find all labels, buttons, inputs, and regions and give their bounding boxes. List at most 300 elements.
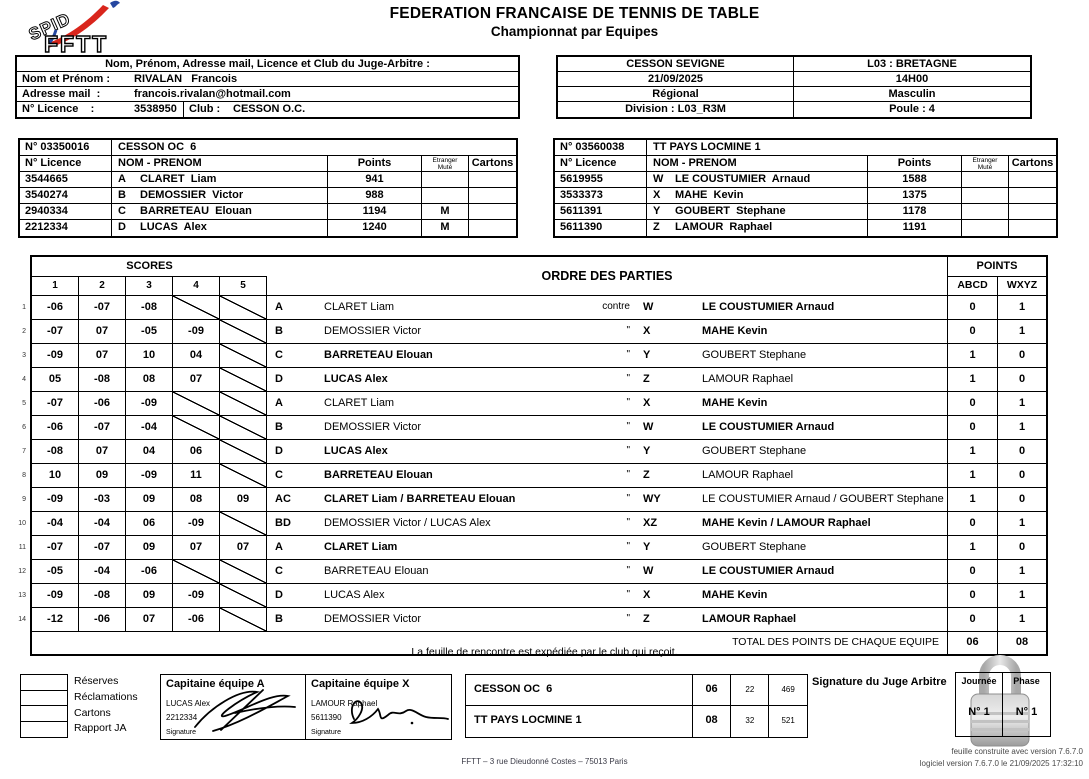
team-caption-row (555, 140, 1056, 156)
fftt-logo-text: FFTT (44, 31, 109, 54)
match-row-number: 8 (22, 472, 26, 479)
score-cell-unused (173, 392, 220, 415)
score-cell-unused (220, 416, 267, 439)
away-player-name: LE COUSTUMIER Arnaud (702, 301, 835, 313)
match-row-number: 1 (22, 304, 26, 311)
player-licence: 3533373 (555, 188, 647, 203)
players-cell (267, 296, 948, 319)
score-cell: 07 (79, 320, 126, 343)
etranger-line: Etranger (972, 157, 998, 164)
match-row (22, 463, 1046, 487)
judge-signature-label: Signature du Juge Arbitre (812, 676, 947, 688)
away-player-letter: W (643, 565, 654, 577)
checkbox-cell (21, 706, 67, 722)
score-cell: 09 (220, 488, 267, 511)
match-info-cell: CESSON SEVIGNE (558, 57, 794, 71)
match-row-number: 14 (18, 616, 26, 623)
result-team-name: CESSON OC 6 (466, 675, 693, 705)
versus-mark: " (626, 493, 630, 504)
score-cell: 07 (79, 440, 126, 463)
match-row (22, 295, 1046, 319)
home-player-name: DEMOSSIER Victor / LUCAS Alex (324, 517, 491, 529)
match-row (22, 487, 1046, 511)
points-wxyz-cell: 1 (1018, 421, 1026, 433)
player-licence: 3540274 (20, 188, 112, 203)
judge-name-label: Nom et Prénom : (22, 73, 111, 85)
match-info-cell: 14H00 (895, 73, 929, 85)
score-cell-unused (220, 560, 267, 583)
points-abcd-cell: 1 (948, 536, 998, 559)
home-player-name: CLARET Liam (324, 397, 395, 409)
home-player-name: DEMOSSIER Victor (324, 421, 421, 433)
home-player-letter: A (275, 397, 283, 409)
result-points: 06 (693, 675, 732, 705)
result-team-name: TT PAYS LOCMINE 1 (466, 706, 693, 737)
away-player-name: GOUBERT Stephane (702, 349, 807, 361)
score-cell-unused (173, 560, 220, 583)
score-cell: 09 (126, 536, 173, 559)
player-etranger-mute (422, 188, 469, 203)
score-cell: -06 (32, 296, 79, 319)
points-wxyz-cell: 0 (1018, 445, 1026, 457)
points-abcd-cell: 0 (948, 416, 998, 439)
away-player-letter: Z (643, 613, 650, 625)
score-cell: 11 (173, 464, 220, 487)
score-cell: -07 (79, 416, 126, 439)
versus-mark: " (626, 589, 630, 600)
result-detail: 521 (781, 716, 795, 725)
away-player-name: GOUBERT Stephane (702, 445, 807, 457)
score-cell: -09 (126, 464, 173, 487)
set-number-header: 2 (79, 277, 126, 295)
points-abcd-cell: 0 (948, 296, 998, 319)
points-wxyz-cell: 0 (1018, 469, 1026, 481)
player-cartons (469, 204, 516, 219)
judge-name-value: RIVALAN Francois (134, 73, 238, 85)
match-row-number: 13 (18, 592, 26, 599)
mute-line: Muté (977, 164, 993, 171)
player-etranger-mute (962, 188, 1009, 203)
col-header-points: Points (328, 156, 422, 171)
away-player-name: LAMOUR Raphael (702, 613, 797, 625)
total-label: TOTAL DES POINTS DE CHAQUE EQUIPE (32, 632, 948, 654)
player-cartons (1009, 172, 1056, 187)
fftt-spid-logo (10, 0, 138, 54)
phase-header: Phase (1013, 676, 1040, 686)
score-cell-unused (220, 608, 267, 631)
judge-name-row (17, 72, 518, 87)
points-abcd-cell: 0 (948, 392, 998, 415)
away-player-name: MAHE Kevin (702, 589, 768, 601)
col-header-etranger-mute (962, 156, 1009, 171)
journee-phase-header (956, 673, 1050, 691)
home-player-name: CLARET Liam (324, 301, 395, 313)
away-team-name: TT PAYS LOCMINE 1 (653, 141, 761, 153)
home-player-name: CLARET Liam / BARRETEAU Elouan (324, 493, 516, 505)
players-cell (267, 392, 948, 415)
versus-mark: " (626, 517, 630, 528)
points-wxyz-cell: 1 (1018, 565, 1026, 577)
home-player-name: LUCAS Alex (324, 373, 388, 385)
score-cell: -09 (173, 512, 220, 535)
player-name: MAHE Kevin (675, 189, 744, 201)
checkbox-cell (21, 691, 67, 707)
score-cell: -09 (32, 584, 79, 607)
away-player-letter: Y (643, 349, 651, 361)
home-player-letter: C (275, 469, 283, 481)
home-player-letter: A (275, 301, 283, 313)
team-table-home (18, 138, 518, 238)
match-row-number: 6 (22, 424, 26, 431)
score-cell: 08 (126, 368, 173, 391)
score-cell-unused (220, 320, 267, 343)
versus-mark: " (626, 613, 630, 624)
player-points: 1194 (328, 204, 422, 219)
away-player-name: GOUBERT Stephane (702, 541, 807, 553)
score-cell: -05 (126, 320, 173, 343)
captains-block (160, 674, 452, 740)
mute-line: Muté (437, 164, 453, 171)
total-wxyz: 08 (1015, 636, 1029, 648)
player-licence: 3544665 (20, 172, 112, 187)
col-header-points: Points (868, 156, 962, 171)
players-cell (267, 536, 948, 559)
player-points: 1178 (868, 204, 962, 219)
score-cell: -06 (79, 608, 126, 631)
col-header-cartons: Cartons (471, 157, 514, 169)
score-cell: -07 (32, 536, 79, 559)
points-abcd-cell: 0 (948, 320, 998, 343)
result-row (466, 706, 807, 737)
match-row-number: 2 (22, 328, 26, 335)
score-cell-unused (173, 416, 220, 439)
col-header-etranger-mute (422, 156, 469, 171)
result-detail: 22 (731, 675, 769, 705)
score-cell: 07 (173, 368, 220, 391)
set-number-header: 5 (220, 277, 267, 295)
captain-x-name: LAMOUR Raphael (311, 699, 378, 708)
judge-mail-label: Adresse mail : (22, 88, 101, 100)
player-cartons (1009, 220, 1056, 236)
results-summary-table (465, 674, 808, 738)
points-abcd-cell: 0 (948, 560, 998, 583)
match-row (22, 343, 1046, 367)
player-name-cell (112, 204, 328, 219)
result-row (466, 675, 807, 706)
match-row (18, 607, 1046, 631)
home-player-name: BARRETEAU Elouan (324, 565, 429, 577)
players-cell (267, 464, 948, 487)
journee-header: Journée (956, 673, 1003, 691)
versus-mark: " (626, 325, 630, 336)
player-name: CLARET Liam (140, 173, 217, 185)
captain-a-title: Capitaine équipe A (166, 678, 265, 690)
set-number-header: 4 (173, 277, 220, 295)
player-etranger-mute: M (422, 220, 469, 236)
player-etranger-mute (962, 220, 1009, 236)
score-cell: 07 (126, 608, 173, 631)
score-cell: -06 (173, 608, 220, 631)
match-info-cell: Régional (558, 87, 794, 101)
away-player-name: MAHE Kevin (702, 325, 768, 337)
score-cell: -07 (79, 536, 126, 559)
players-cell (267, 608, 948, 631)
score-cell: 09 (126, 584, 173, 607)
match-info-cell: Poule : 4 (889, 103, 935, 115)
home-player-letter: D (275, 445, 283, 457)
match-row-number: 10 (18, 520, 26, 527)
score-cell-unused (220, 464, 267, 487)
away-team-number: N° 03560038 (555, 140, 647, 155)
spid-logo-text: SPID (25, 9, 74, 45)
home-player-letter: C (275, 349, 283, 361)
judge-club-cell (184, 102, 518, 117)
captain-x-title: Capitaine équipe X (311, 678, 410, 690)
player-name-cell (647, 172, 868, 187)
home-team-number: N° 03350016 (20, 140, 112, 155)
scores-header-label: SCORES (32, 257, 267, 277)
scores-header-block (32, 257, 267, 295)
away-player-letter: XZ (643, 517, 658, 529)
judge-licence-label: N° Licence : (22, 103, 95, 115)
away-player-name: LAMOUR Raphael (702, 469, 794, 481)
captain-a-licence: 2212334 (166, 713, 198, 722)
player-etranger-mute (962, 204, 1009, 219)
home-player-name: BARRETEAU Elouan (324, 469, 433, 481)
score-cell: -07 (79, 296, 126, 319)
match-info-row (558, 57, 1030, 72)
team-player-row (555, 172, 1056, 188)
team-caption-row (20, 140, 516, 156)
software-version-line: logiciel version 7.6.7.0 le 21/09/2025 17:32:10 (919, 759, 1083, 768)
score-cell: 09 (126, 488, 173, 511)
match-row-number: 3 (22, 352, 26, 359)
score-cell: -08 (79, 584, 126, 607)
build-version-line: feuille construite avec version 7.6.7.0 (951, 747, 1083, 756)
dispatch-notice: La feuille de rencontre est expédiée par le club qui reçoit. (411, 646, 678, 658)
player-cartons (469, 172, 516, 187)
match-row (22, 415, 1046, 439)
score-cell-unused (220, 296, 267, 319)
versus-mark: " (626, 421, 630, 432)
score-cell: 05 (32, 368, 79, 391)
player-licence: 5611391 (555, 204, 647, 219)
set-number-header: 3 (126, 277, 173, 295)
home-player-name: LUCAS Alex (324, 445, 388, 457)
away-player-letter: Y (643, 445, 651, 457)
col-header-nom-prenom: NOM - PRENOM (112, 156, 328, 171)
versus-mark: contre (602, 301, 630, 312)
page-title: FEDERATION FRANCAISE DE TENNIS DE TABLE (389, 5, 760, 22)
player-points: 1375 (868, 188, 962, 203)
player-name-cell (112, 188, 328, 203)
checkbox-labels (74, 674, 138, 737)
team-table-away (553, 138, 1058, 238)
score-cell: -08 (126, 296, 173, 319)
player-name: LUCAS Alex (140, 221, 207, 233)
checkbox-label: Réserves (74, 675, 119, 687)
score-cell: 10 (126, 344, 173, 367)
players-cell (267, 560, 948, 583)
away-player-letter: X (643, 397, 651, 409)
home-player-letter: D (275, 373, 283, 385)
score-cell: 06 (173, 440, 220, 463)
page-subtitle: Championnat par Equipes (490, 24, 659, 39)
points-wxyz-cell: 1 (1018, 589, 1026, 601)
judge-club-value: CESSON O.C. (233, 103, 306, 115)
score-cell: -04 (79, 560, 126, 583)
score-cell: -09 (126, 392, 173, 415)
score-cell: 04 (126, 440, 173, 463)
score-cell: -07 (32, 320, 79, 343)
players-cell (267, 416, 948, 439)
away-player-name: LE COUSTUMIER Arnaud (702, 421, 835, 433)
player-name: BARRETEAU Elouan (140, 205, 252, 217)
score-cell-unused (173, 296, 220, 319)
home-player-name: DEMOSSIER Victor (324, 613, 421, 625)
team-header-row (555, 156, 1056, 172)
score-cell: -06 (32, 416, 79, 439)
home-player-letter: B (275, 421, 283, 433)
journee-phase-values (956, 691, 1050, 736)
versus-mark: " (626, 373, 630, 384)
match-row-number: 11 (18, 544, 26, 551)
captain-x-signature-label: Signature (311, 729, 341, 736)
score-cell-unused (220, 344, 267, 367)
player-etranger-mute (422, 172, 469, 187)
match-row-number: 9 (22, 496, 26, 503)
player-points: 1588 (868, 172, 962, 187)
team-player-row (20, 188, 516, 204)
score-cell: -09 (32, 488, 79, 511)
score-cell-unused (220, 368, 267, 391)
home-player-letter: C (275, 565, 283, 577)
fftt-address-footer: FFTT – 3 rue Dieudonné Costes – 75013 Paris (461, 757, 628, 766)
checkbox-label: Réclamations (74, 690, 138, 703)
match-row-number: 7 (22, 448, 26, 455)
judge-licence-value: 3538950 (134, 103, 177, 115)
checkbox-label: Rapport JA (74, 722, 127, 735)
versus-mark: " (626, 445, 630, 456)
judge-arbitre-table (15, 55, 520, 119)
player-letter: W (653, 173, 664, 185)
player-licence: 5611390 (555, 220, 647, 236)
team-player-row (20, 172, 516, 188)
grid-header (32, 257, 1046, 295)
checkbox-cell (21, 675, 67, 691)
captain-x-signature (346, 693, 450, 729)
home-player-letter: BD (275, 517, 291, 529)
score-cell-unused (220, 584, 267, 607)
team-player-row (20, 204, 516, 220)
captain-x-licence: 5611390 (311, 713, 342, 722)
points-wxyz-cell: 1 (1018, 517, 1026, 529)
team-header-row (20, 156, 516, 172)
player-points: 1191 (868, 220, 962, 236)
player-cartons (1009, 188, 1056, 203)
team-player-row (555, 188, 1056, 204)
score-cell: 07 (79, 344, 126, 367)
match-row (22, 391, 1046, 415)
score-cell: -09 (173, 584, 220, 607)
score-cell: -09 (173, 320, 220, 343)
score-cell: -04 (32, 512, 79, 535)
points-wxyz-cell: 1 (1018, 325, 1026, 337)
home-player-letter: B (275, 613, 283, 625)
score-cell: 07 (173, 536, 220, 559)
set-number-header: 1 (32, 277, 79, 295)
player-licence: 2212334 (20, 220, 112, 236)
match-row (18, 535, 1046, 559)
home-team-name: CESSON OC 6 (118, 141, 197, 153)
match-info-cell: Division : L03_R3M (558, 102, 794, 117)
match-info-row (558, 102, 1030, 117)
match-info-table (556, 55, 1032, 119)
versus-mark: " (626, 565, 630, 576)
player-cartons (469, 220, 516, 236)
away-player-letter: Y (643, 541, 651, 553)
away-player-letter: X (643, 325, 651, 337)
player-licence: 5619955 (555, 172, 647, 187)
col-header-licence: N° Licence (20, 156, 112, 171)
away-player-name: MAHE Kevin / LAMOUR Raphael (702, 517, 871, 529)
player-name-cell (647, 204, 868, 219)
score-cell-unused (220, 512, 267, 535)
player-name: DEMOSSIER Victor (140, 189, 244, 201)
points-abcd-cell: 1 (948, 368, 998, 391)
away-player-name: LAMOUR Raphael (702, 373, 794, 385)
judge-licence-cell (17, 102, 184, 117)
points-abcd-cell: 0 (948, 584, 998, 607)
player-cartons (1009, 204, 1056, 219)
versus-mark: " (626, 397, 630, 408)
players-cell (267, 584, 948, 607)
players-cell (267, 512, 948, 535)
result-detail: 469 (781, 685, 795, 694)
points-wxyz-cell: 1 (1018, 301, 1026, 313)
abcd-header: ABCD (948, 277, 998, 295)
match-row-number: 4 (22, 376, 26, 383)
match-row (18, 583, 1046, 607)
team-player-row (555, 220, 1056, 236)
col-header-licence: N° Licence (555, 156, 647, 171)
home-player-name: DEMOSSIER Victor (324, 325, 421, 337)
player-letter: D (118, 221, 126, 233)
captain-a-signature-label: Signature (166, 729, 196, 736)
judge-caption: Nom, Prénom, Adresse mail, Licence et Club du Juge-Arbitre : (17, 57, 518, 72)
player-letter: B (118, 189, 126, 201)
ordre-des-parties-header: ORDRE DES PARTIES (267, 257, 948, 295)
points-abcd-cell: 1 (948, 440, 998, 463)
players-cell (267, 344, 948, 367)
score-cell: -06 (126, 560, 173, 583)
checkbox-label: Cartons (74, 706, 111, 719)
player-points: 1240 (328, 220, 422, 236)
points-abcd-cell: 1 (948, 488, 998, 511)
match-row (22, 367, 1046, 391)
score-cell: 08 (173, 488, 220, 511)
player-letter: Y (653, 205, 661, 217)
points-wxyz-cell: 0 (1018, 541, 1026, 553)
captain-x-box (306, 674, 452, 740)
judge-mail-value: francois.rivalan@hotmail.com (134, 88, 291, 100)
versus-mark: " (626, 349, 630, 360)
score-cell: 06 (126, 512, 173, 535)
players-cell (267, 440, 948, 463)
score-cell-unused (220, 440, 267, 463)
home-player-name: CLARET Liam (324, 541, 398, 553)
points-subheaders (948, 277, 1046, 295)
